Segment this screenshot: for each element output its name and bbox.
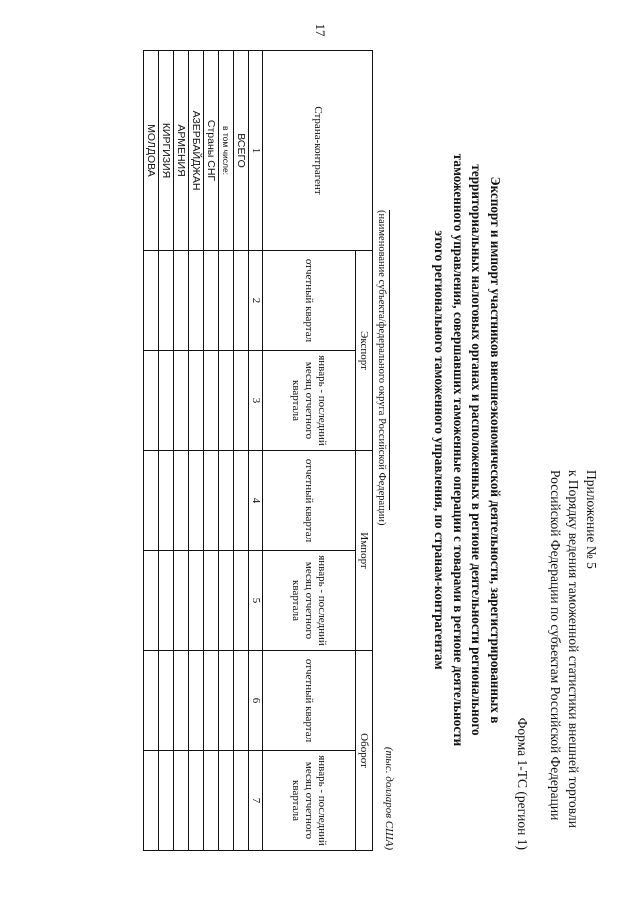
- column-number: 3: [249, 351, 263, 451]
- value-cell[interactable]: [219, 751, 234, 851]
- value-cell[interactable]: [204, 651, 219, 751]
- value-cell[interactable]: [189, 551, 204, 651]
- value-cell[interactable]: [174, 651, 189, 751]
- appendix-line-2: к Порядку ведения таможенной статистики внешней торговли: [566, 470, 581, 828]
- value-cell[interactable]: [219, 251, 234, 351]
- row-label-country: АЗЕРБАЙДЖАН: [189, 51, 204, 251]
- appendix-line-3: Российской Федерации по субъектам Российской Федерации: [548, 470, 563, 821]
- table-row: [159, 51, 174, 851]
- value-cell[interactable]: [144, 651, 159, 751]
- row-label-cis: Страны СНГ: [204, 51, 219, 251]
- value-cell[interactable]: [204, 751, 219, 851]
- export-ytd-header: январь - последний месяц отчетного квартала: [263, 351, 356, 451]
- import-ytd-header: январь - последний месяц отчетного квартала: [263, 551, 356, 651]
- value-cell[interactable]: [159, 751, 174, 851]
- document-page: [40, 50, 600, 850]
- value-cell[interactable]: [174, 551, 189, 651]
- units-label: (тыс. долларов США): [383, 746, 395, 850]
- title-line-4: этого регионального таможенного управления, по странам-контрагентам: [432, 230, 448, 670]
- title-line-3: таможенного управления, совершавших таможенные операции с товарами в регионе деятельности: [451, 153, 466, 747]
- row-label-total: ВСЕГО: [234, 51, 249, 251]
- value-cell[interactable]: [189, 451, 204, 551]
- value-cell[interactable]: [204, 451, 219, 551]
- value-cell[interactable]: [219, 451, 234, 551]
- table-row: [234, 51, 249, 851]
- import-group-header: Импорт: [356, 451, 373, 651]
- value-cell[interactable]: [174, 451, 189, 551]
- value-cell[interactable]: [174, 251, 189, 351]
- value-cell[interactable]: [234, 751, 249, 851]
- table-row: [219, 51, 234, 851]
- page-number: 17: [313, 23, 328, 37]
- value-cell[interactable]: [159, 651, 174, 751]
- value-cell[interactable]: [204, 251, 219, 351]
- table-row: [204, 51, 219, 851]
- turnover-ytd-header: январь - последний месяц отчетного квартала: [263, 751, 356, 851]
- column-number: 6: [249, 651, 263, 751]
- title-line-1: Экспорт и импорт участников внешнеэкономической деятельности, зарегистрированных в: [488, 176, 503, 724]
- export-group-header: Экспорт: [356, 251, 373, 451]
- value-cell[interactable]: [159, 451, 174, 551]
- value-cell[interactable]: [234, 451, 249, 551]
- column-number: 5: [249, 551, 263, 651]
- value-cell[interactable]: [234, 551, 249, 651]
- country-column-header: Страна-контрагент: [263, 51, 373, 251]
- form-identifier: Форма 1-ТС (регион 1): [515, 717, 530, 850]
- table-row: [189, 51, 204, 851]
- value-cell[interactable]: [144, 451, 159, 551]
- value-cell[interactable]: [144, 251, 159, 351]
- row-label-including: в том числе:: [219, 51, 234, 251]
- value-cell[interactable]: [204, 551, 219, 651]
- turnover-group-header: Оборот: [356, 651, 373, 851]
- value-cell[interactable]: [219, 651, 234, 751]
- value-cell[interactable]: [159, 251, 174, 351]
- value-cell[interactable]: [189, 651, 204, 751]
- value-cell[interactable]: [234, 351, 249, 451]
- turnover-quarter-header: отчетный квартал: [263, 651, 356, 751]
- value-cell[interactable]: [189, 351, 204, 451]
- column-number: 7: [249, 751, 263, 851]
- column-number: 4: [249, 451, 263, 551]
- value-cell[interactable]: [234, 251, 249, 351]
- value-cell[interactable]: [174, 351, 189, 451]
- row-label-country: АРМЕНИЯ: [174, 51, 189, 251]
- column-number-row: [249, 51, 263, 851]
- row-label-country: МОЛДОВА: [144, 51, 159, 251]
- value-cell[interactable]: [144, 551, 159, 651]
- value-cell[interactable]: [144, 751, 159, 851]
- export-quarter-header: отчетный квартал: [263, 251, 356, 351]
- value-cell[interactable]: [219, 551, 234, 651]
- region-fill-line: [389, 210, 390, 510]
- title-line-2: территориальных налоговых органах и расположенных в регионе деятельности регионального: [469, 164, 485, 736]
- value-cell[interactable]: [159, 551, 174, 651]
- appendix-line-1: Приложение № 5: [584, 470, 599, 569]
- row-label-country: КИРГИЗИЯ: [159, 51, 174, 251]
- table-row: [174, 51, 189, 851]
- region-caption: (наименование субъекта/федерального округа Российской Федерации): [376, 210, 387, 526]
- value-cell[interactable]: [189, 251, 204, 351]
- trade-table: [143, 50, 373, 851]
- value-cell[interactable]: [234, 651, 249, 751]
- value-cell[interactable]: [219, 351, 234, 451]
- value-cell[interactable]: [189, 751, 204, 851]
- value-cell[interactable]: [159, 351, 174, 451]
- document-title: [430, 50, 504, 850]
- column-number: 2: [249, 251, 263, 351]
- column-number: 1: [249, 51, 263, 251]
- value-cell[interactable]: [174, 751, 189, 851]
- import-quarter-header: отчетный квартал: [263, 451, 356, 551]
- value-cell[interactable]: [144, 351, 159, 451]
- value-cell[interactable]: [204, 351, 219, 451]
- appendix-header: [546, 470, 600, 850]
- table-row: [144, 51, 159, 851]
